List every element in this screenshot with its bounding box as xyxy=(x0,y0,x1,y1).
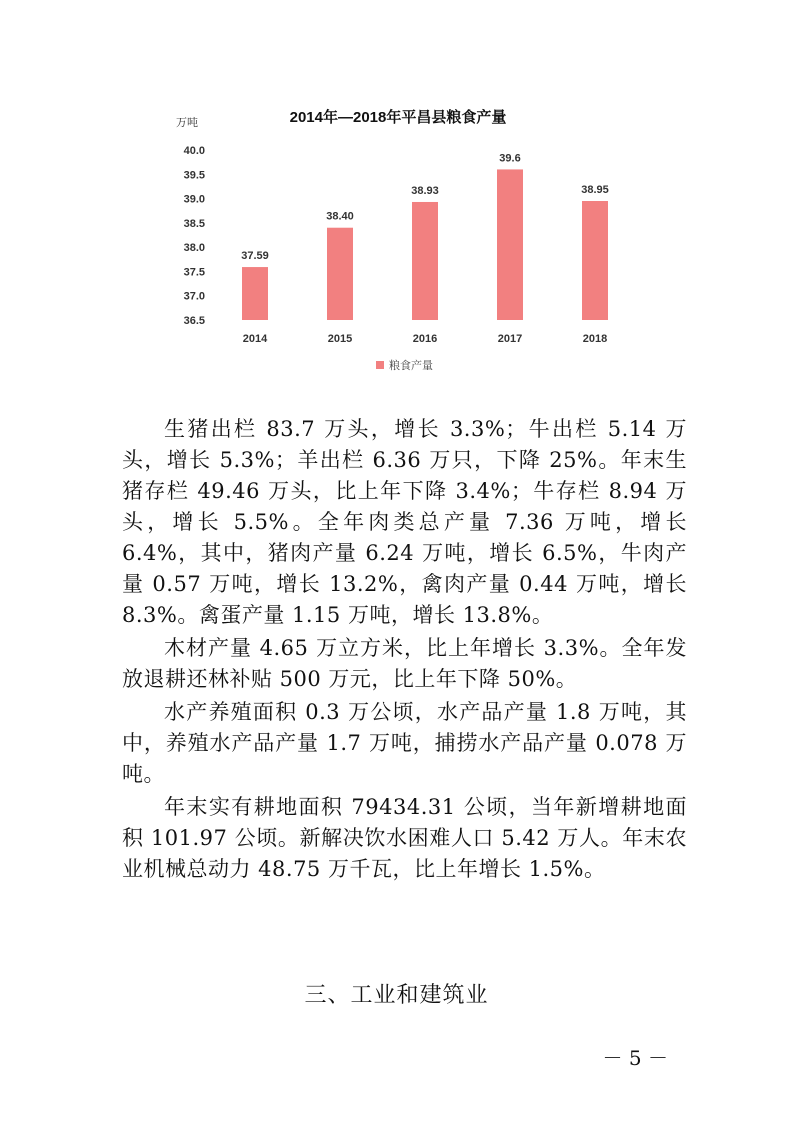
bar-2015 xyxy=(327,228,353,320)
paragraph-farmland: 年末实有耕地面积 79434.31 公顷，当年新增耕地面积 101.97 公顷。新解决饮水困难人口 5.42 万人。年末农业机械总动力 48.75 万千瓦，比上年增长 1.5%。 xyxy=(122,795,687,881)
grain-output-chart xyxy=(0,0,793,400)
body-text xyxy=(122,414,687,887)
x-tick-label-2014: 2014 xyxy=(242,333,268,345)
paragraph-timber: 木材产量 4.65 万立方米，比上年增长 3.3%。全年发放退耕还林补贴 500 万元，比上年下降 50%。 xyxy=(122,636,687,691)
section-heading: 三、工业和建筑业 xyxy=(304,983,489,1008)
chart-canvas xyxy=(0,0,793,400)
x-tick-label-2016: 2016 xyxy=(412,333,438,345)
y-axis-unit-label: 万吨 xyxy=(176,117,198,129)
y-tick-label: 39.5 xyxy=(183,169,205,182)
bar-value-label-2014: 37.59 xyxy=(241,250,269,263)
legend-label: 粮食产量 xyxy=(389,360,433,372)
y-tick-label: 37.0 xyxy=(183,290,205,303)
bar-value-label-2015: 38.40 xyxy=(326,210,354,223)
y-tick-label: 36.5 xyxy=(183,315,205,327)
x-tick-label-2018: 2018 xyxy=(582,333,608,345)
bar-value-label-2016: 38.93 xyxy=(411,184,439,197)
bar-2014 xyxy=(242,267,268,320)
y-axis-ticks xyxy=(184,145,205,327)
paragraph-livestock: 生猪出栏 83.7 万头，增长 3.3%；牛出栏 5.14 万头，增长 5.3%；羊出栏 6.36 万只，下降 25%。年末生猪存栏 49.46 万头，比上年下降 3.4%；牛存栏 8.94 万头，增长 5.5%。全年肉类总产量 7.36 万吨，增长 6.4%，其中，猪肉产量 6.24 万吨，增长 6.5%，牛肉产量 0.57 万吨，增长 13.2%，禽肉产量 0.44 万吨，增长 8.3%。禽蛋产量 1.15 万吨，增长 13.8%。 xyxy=(122,417,687,627)
y-tick-label: 38.5 xyxy=(183,217,205,230)
y-tick-label: 37.5 xyxy=(183,266,205,279)
x-tick-label-2015: 2015 xyxy=(327,333,353,345)
bar-2016 xyxy=(412,202,438,320)
bar-2017 xyxy=(497,169,523,320)
chart-legend xyxy=(376,358,433,372)
paragraph-aquaculture: 水产养殖面积 0.3 万公顷，水产品产量 1.8 万吨，其中，养殖水产品产量 1.7 万吨，捕捞水产品产量 0.078 万吨。 xyxy=(122,700,687,786)
bar-2018 xyxy=(582,201,608,320)
y-tick-label: 39.0 xyxy=(183,193,205,206)
bar-value-label-2018: 38.95 xyxy=(581,184,609,196)
y-tick-label: 40.0 xyxy=(183,145,205,157)
x-tick-label-2017: 2017 xyxy=(497,333,523,345)
bar-value-label-2017: 39.6 xyxy=(499,152,521,165)
legend-swatch xyxy=(376,361,384,369)
y-tick-label: 38.0 xyxy=(183,242,205,255)
chart-title: 2014年—2018年平昌县粮食产量 xyxy=(289,109,507,126)
page-number: － 5 － xyxy=(602,1046,668,1070)
x-axis-ticks xyxy=(243,333,607,345)
